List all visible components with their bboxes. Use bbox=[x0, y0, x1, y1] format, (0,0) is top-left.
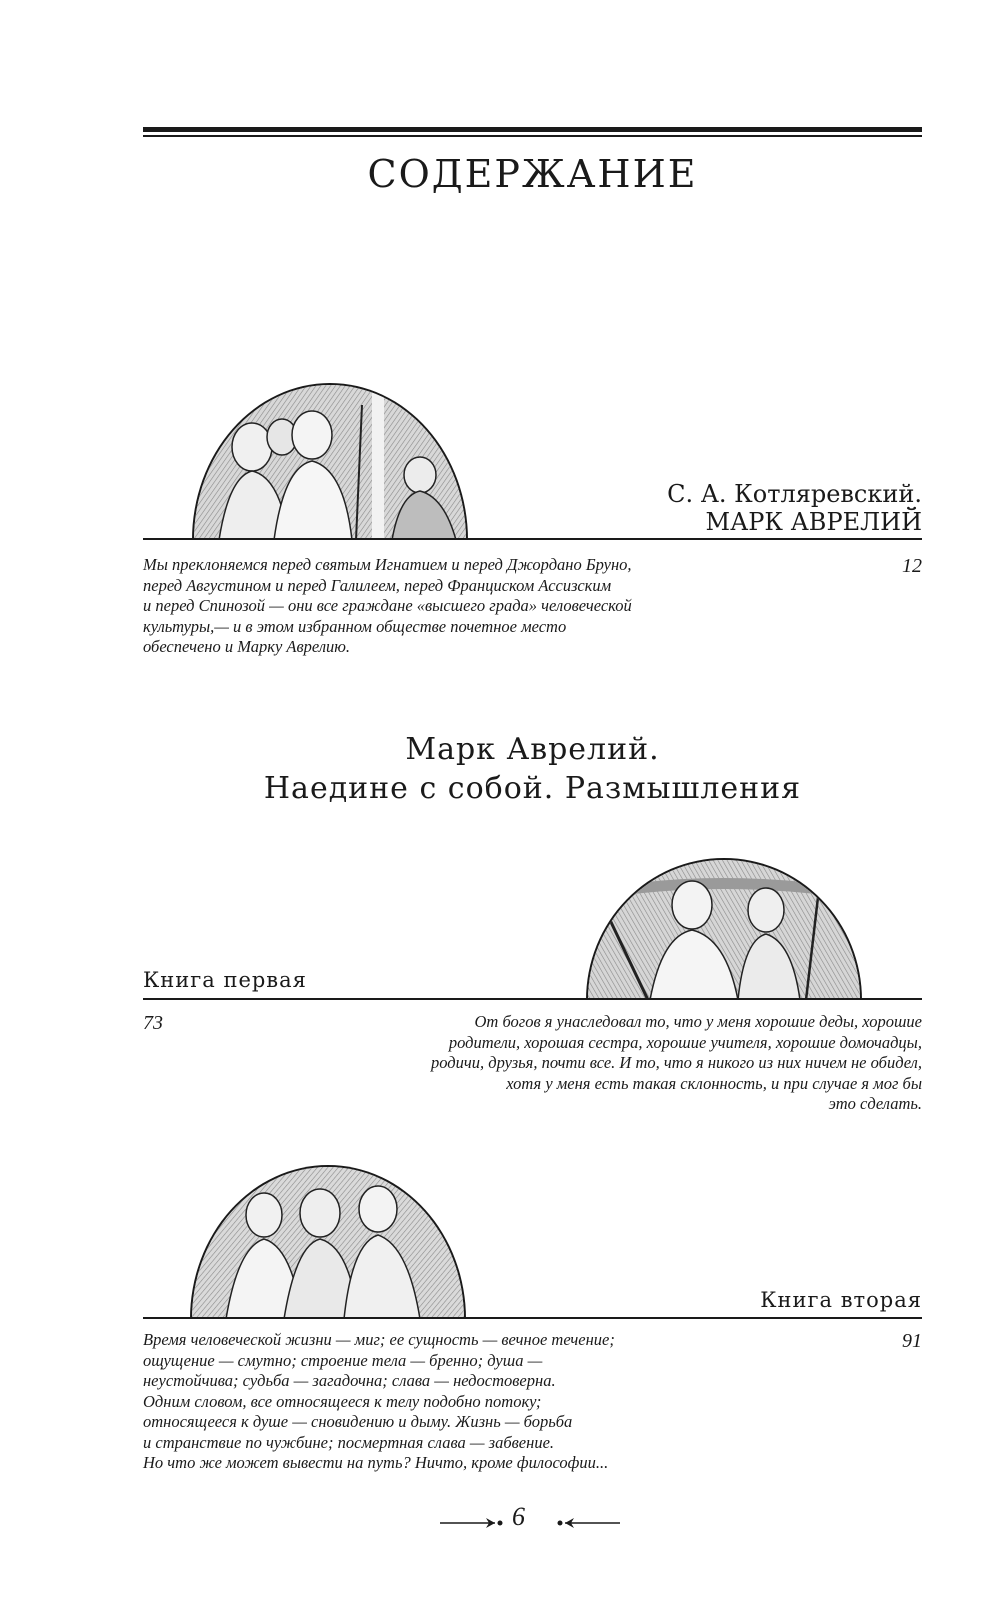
book-label: Книга вторая bbox=[760, 1288, 922, 1312]
entry-author: С. А. Котляревский. bbox=[667, 480, 922, 508]
excerpt-line: Но что же может вывести на путь? Ничто, кроме философии... bbox=[143, 1453, 609, 1472]
excerpt-line: От богов я унаследовал то, что у меня хорошие деды, хорошие bbox=[474, 1012, 922, 1031]
engraving-medallion-1 bbox=[192, 383, 468, 540]
excerpt-line: перед Августином и перед Галилеем, перед Франциском Ассизским bbox=[143, 575, 612, 595]
section-heading-line-1: Марк Аврелий. bbox=[405, 732, 660, 767]
engraving-medallion-3 bbox=[190, 1165, 466, 1319]
book-page-number: 91 bbox=[902, 1330, 922, 1352]
header-rule-thin bbox=[143, 135, 922, 137]
excerpt-line: обеспечено и Марку Аврелию. bbox=[143, 637, 351, 656]
section-heading bbox=[0, 730, 1000, 808]
book-separator-2 bbox=[143, 1317, 922, 1319]
folio-ornament bbox=[440, 1508, 620, 1538]
excerpt-line: культуры,— и в этом избранном обществе почетное место bbox=[143, 616, 567, 636]
excerpt-line: родичи, друзья, почти все. И то, что я никого из них ничем не обидел, bbox=[430, 1053, 922, 1072]
excerpt-line: это сделать. bbox=[828, 1094, 922, 1113]
engraving-medallion-2 bbox=[586, 858, 862, 1000]
excerpt-line: Одним словом, все относящееся к телу подобно потоку; bbox=[143, 1391, 542, 1411]
entry-separator-1 bbox=[143, 538, 922, 540]
section-heading-line-2: Наедине с собой. Размышления bbox=[263, 771, 802, 806]
entry-excerpt bbox=[143, 555, 703, 658]
entry-work-title: МАРК АВРЕЛИЙ bbox=[705, 508, 922, 536]
excerpt-line: ощущение — смутно; строение тела — бренно; душа — bbox=[143, 1350, 543, 1370]
header-rule-thick bbox=[143, 127, 922, 132]
excerpt-line: родители, хорошая сестра, хорошие учителя, хорошие домочадцы, bbox=[448, 1032, 922, 1052]
entry-page-number: 12 bbox=[902, 555, 922, 577]
excerpt-line: неустойчива; судьба — загадочна; слава — недостоверна. bbox=[143, 1371, 556, 1390]
excerpt-line: и перед Спинозой — они все граждане «высшего града» человеческой bbox=[143, 596, 632, 615]
excerpt-line: хотя у меня есть такая склонность, и при случае я мог бы bbox=[506, 1073, 922, 1093]
book-separator-1 bbox=[143, 998, 922, 1000]
book-excerpt bbox=[340, 1012, 922, 1115]
excerpt-line: относящееся к душе — сновидению и дыму. Жизнь — борьба bbox=[143, 1412, 573, 1431]
excerpt-line: и странствие по чужбине; посмертная слава — забвение. bbox=[143, 1432, 555, 1452]
book-label: Книга первая bbox=[143, 968, 307, 992]
excerpt-line: Мы преклоняемся перед святым Игнатием и перед Джордано Бруно, bbox=[143, 555, 632, 574]
excerpt-line: Время человеческой жизни — миг; ее сущность — вечное течение; bbox=[143, 1330, 615, 1349]
book-page-number: 73 bbox=[143, 1012, 163, 1034]
book-excerpt bbox=[143, 1330, 703, 1474]
page-number: 6 bbox=[512, 1502, 525, 1531]
page-title: СОДЕРЖАНИЕ bbox=[367, 152, 698, 196]
